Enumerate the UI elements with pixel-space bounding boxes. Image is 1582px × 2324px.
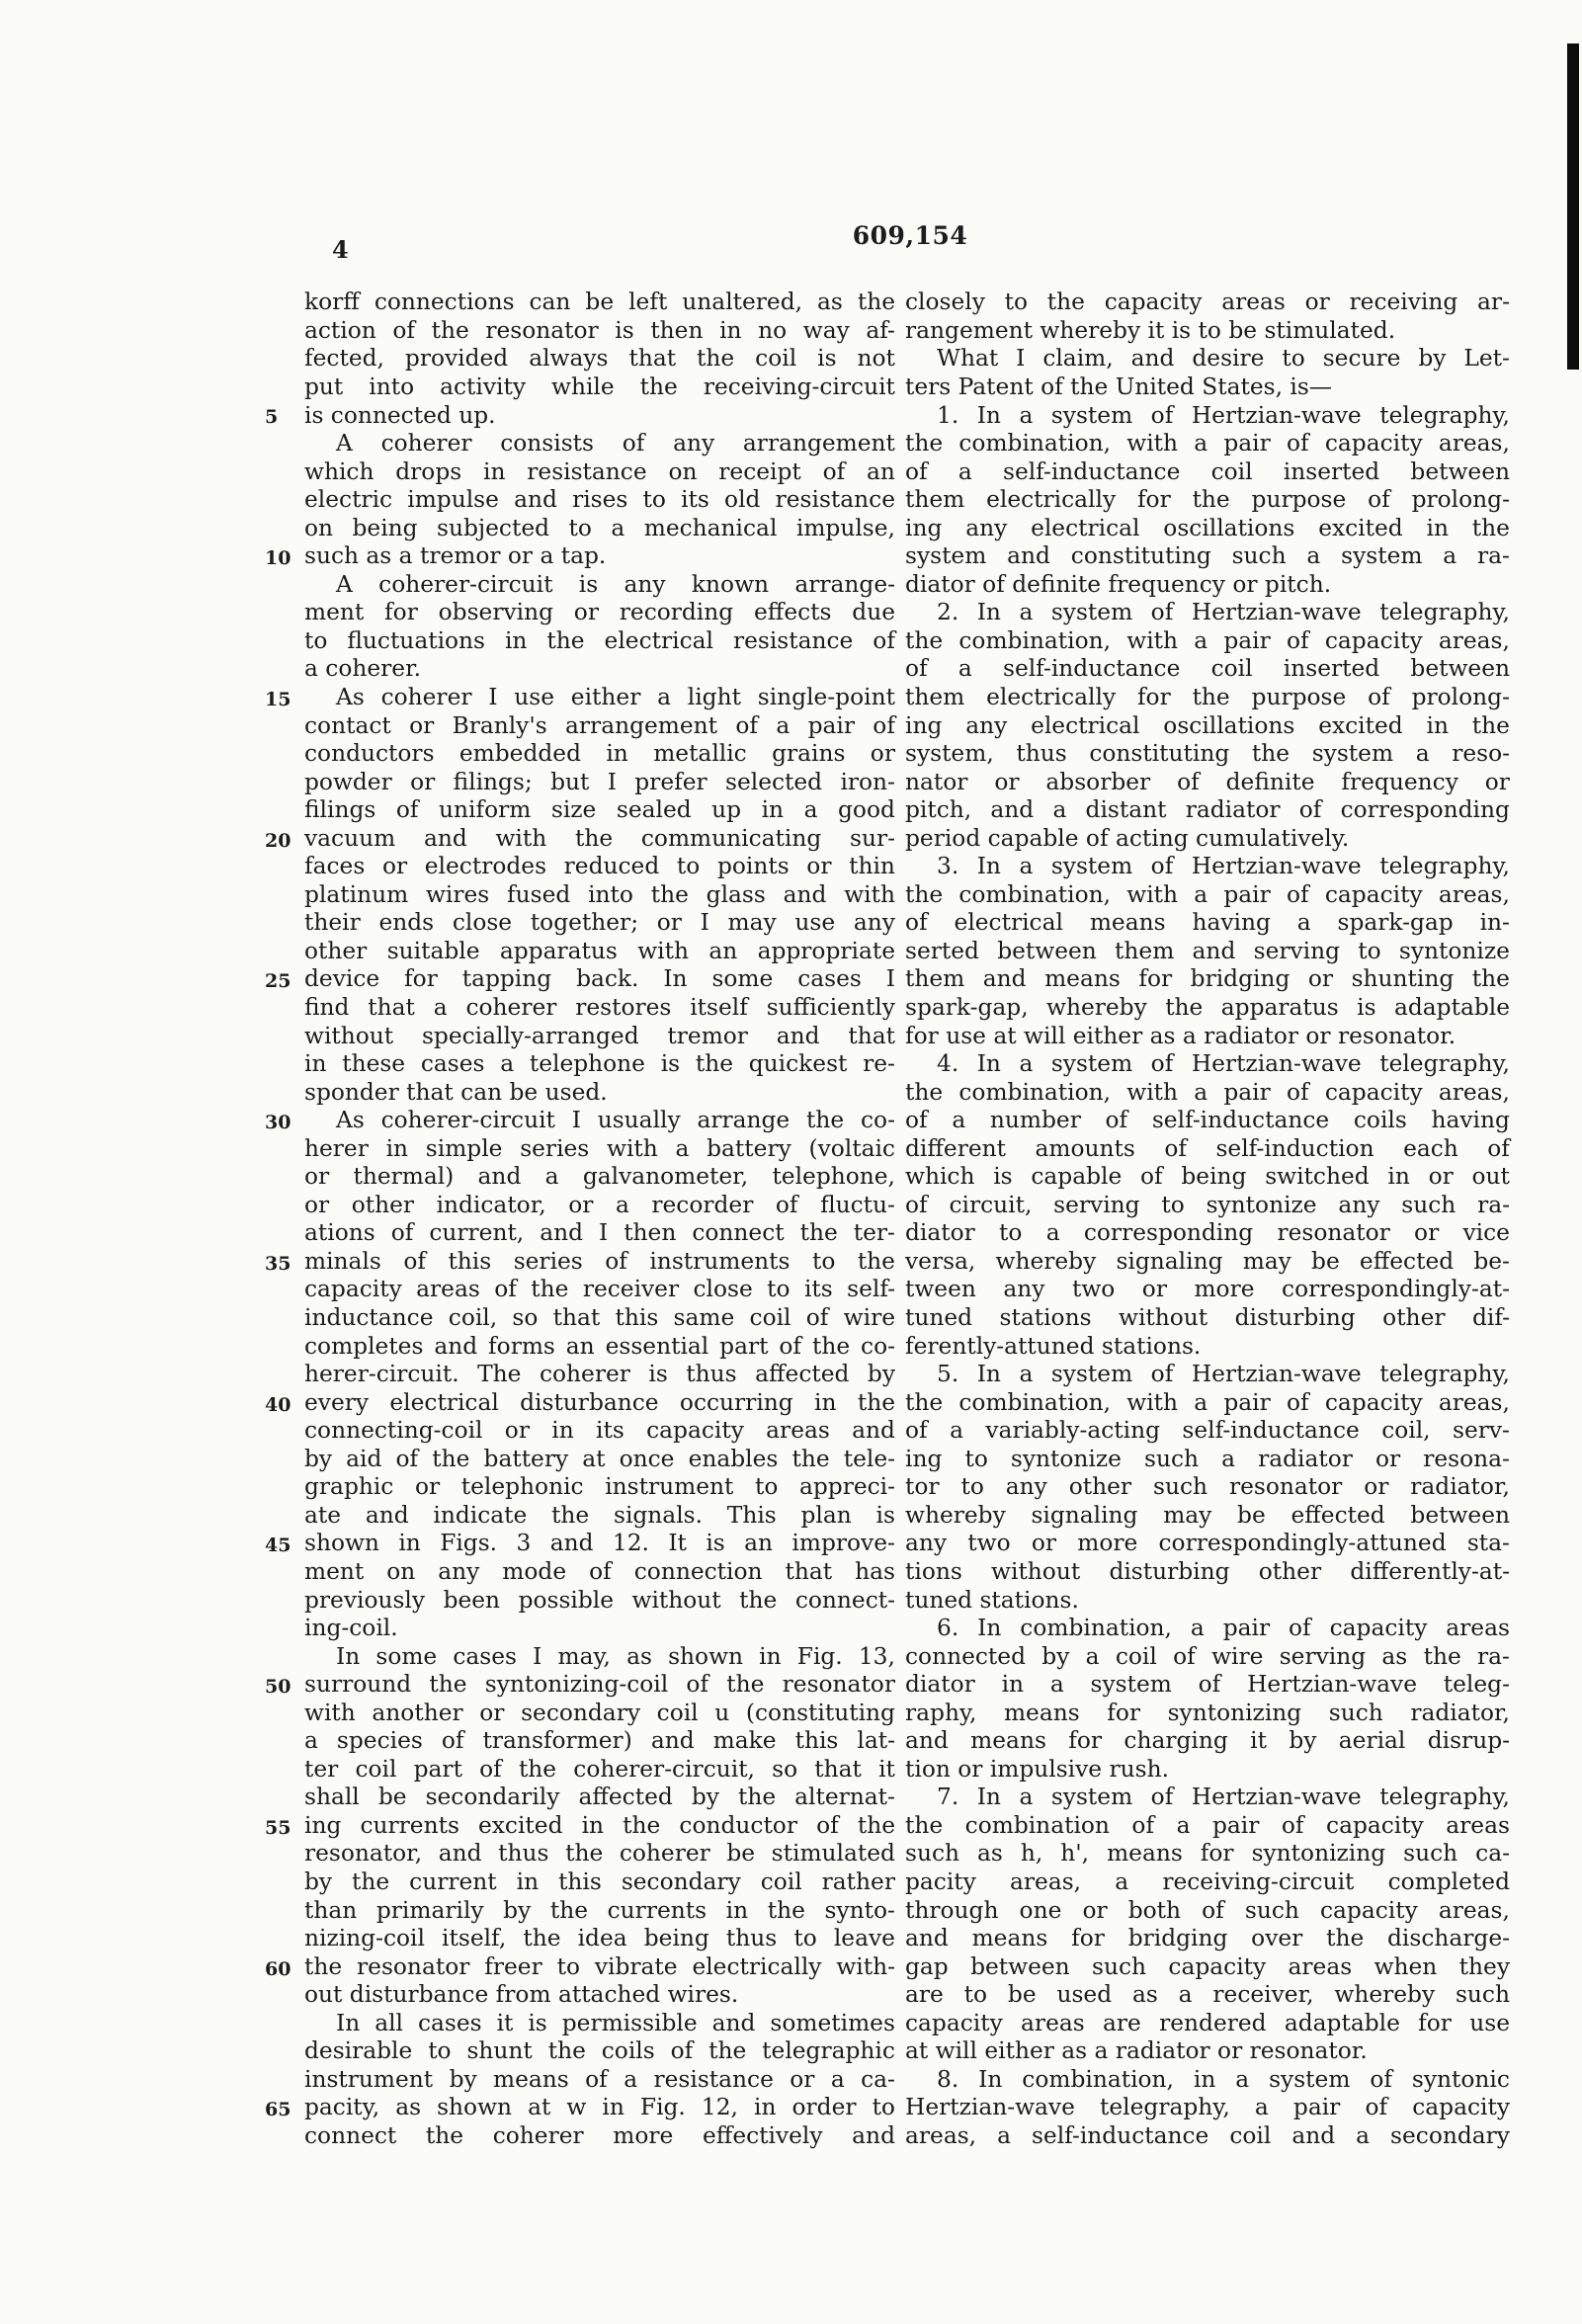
- text-line: with another or secondary coil u (constituting: [304, 1699, 895, 1726]
- text-line: and means for bridging over the discharge-: [905, 1925, 1510, 1952]
- text-line: system and constituting such a system a ra-: [905, 542, 1510, 570]
- text-line: system, thus constituting the system a reso-: [905, 740, 1510, 768]
- margin-line-number: 5: [265, 406, 279, 429]
- margin-line-number: 40: [265, 1393, 291, 1416]
- text-line: which drops in resistance on receipt of an: [304, 457, 895, 485]
- text-line: What I claim, and desire to secure by Let-: [937, 345, 1510, 373]
- text-line: tion or impulsive rush.: [905, 1755, 1169, 1783]
- text-line: nator or absorber of definite frequency or: [905, 768, 1510, 795]
- text-line: whereby signaling may be effected between: [905, 1501, 1510, 1529]
- text-line: ters Patent of the United States, is—: [905, 373, 1333, 400]
- text-line: 6. In combination, a pair of capacity areas: [937, 1615, 1510, 1642]
- text-line: korff connections can be left unaltered, as the: [304, 289, 895, 316]
- text-line: nizing-coil itself, the idea being thus to leave: [304, 1925, 895, 1952]
- margin-line-number: 45: [265, 1535, 291, 1557]
- margin-line-number: 10: [265, 546, 291, 569]
- text-line: instrument by means of a resistance or a ca-: [304, 2065, 895, 2093]
- text-line: on being subjected to a mechanical impulse,: [304, 514, 895, 541]
- text-line: in these cases a telephone is the quickest re-: [304, 1050, 895, 1078]
- text-line: a species of transformer) and make this lat-: [304, 1727, 895, 1755]
- text-line: by aid of the battery at once enables the tele-: [304, 1445, 895, 1472]
- text-line: shown in Figs. 3 and 12. It is an improve-: [304, 1530, 895, 1557]
- text-line: without specially-arranged tremor and that: [304, 1022, 895, 1049]
- text-line: tions without disturbing other differently-at-: [905, 1557, 1510, 1585]
- text-line: of a variably-acting self-inductance coil, serv-: [905, 1417, 1510, 1445]
- text-line: diator in a system of Hertzian-wave teleg-: [905, 1671, 1510, 1699]
- text-line: the combination of a pair of capacity areas: [905, 1811, 1510, 1839]
- text-line: put into activity while the receiving-circuit: [304, 373, 895, 400]
- margin-line-number: 25: [265, 970, 291, 993]
- text-line: pacity areas, a receiving-circuit completed: [905, 1868, 1510, 1895]
- text-line: tween any two or more correspondingly-at-: [905, 1276, 1510, 1303]
- text-line: than primarily by the currents in the synto-: [304, 1896, 895, 1924]
- text-line: platinum wires fused into the glass and with: [304, 880, 895, 908]
- text-line: pacity, as shown at w in Fig. 12, in order to: [304, 2094, 895, 2121]
- text-line: ing-coil.: [304, 1615, 398, 1642]
- margin-line-number: 50: [265, 1676, 291, 1699]
- text-line: connect the coherer more effectively and: [304, 2121, 895, 2149]
- text-line: the combination, with a pair of capacity areas,: [905, 1388, 1510, 1416]
- text-line: Hertzian-wave telegraphy, a pair of capacity: [905, 2094, 1510, 2121]
- text-line: capacity areas are rendered adaptable for use: [905, 2009, 1510, 2036]
- text-line: find that a coherer restores itself sufficiently: [304, 994, 895, 1022]
- text-line: ment on any mode of connection that has: [304, 1557, 895, 1585]
- text-line: previously been possible without the connect-: [304, 1586, 895, 1614]
- patent-number: 609,154: [852, 221, 968, 250]
- text-line: device for tapping back. In some cases I: [304, 965, 895, 993]
- text-line: ate and indicate the signals. This plan is: [304, 1501, 895, 1529]
- text-line: different amounts of self-induction each of: [905, 1134, 1510, 1162]
- text-line: rangement whereby it is to be stimulated.: [905, 316, 1396, 344]
- text-line: versa, whereby signaling may be effected be-: [905, 1247, 1510, 1275]
- text-line: In all cases it is permissible and sometimes: [336, 2009, 895, 2036]
- text-line: to fluctuations in the electrical resistance of: [304, 626, 895, 654]
- text-line: ing any electrical oscillations excited in the: [905, 711, 1510, 739]
- text-line: of circuit, serving to syntonize any such ra-: [905, 1191, 1510, 1218]
- text-line: action of the resonator is then in no way af-: [304, 316, 895, 344]
- text-line: minals of this series of instruments to the: [304, 1247, 895, 1275]
- text-line: such as h, h', means for syntonizing such ca-: [905, 1840, 1510, 1868]
- text-line: electric impulse and rises to its old resistance: [304, 486, 895, 514]
- text-line: spark-gap, whereby the apparatus is adaptable: [905, 994, 1510, 1022]
- text-line: are to be used as a receiver, whereby such: [905, 1981, 1510, 2009]
- text-line: capacity areas of the receiver close to its self-: [304, 1276, 895, 1303]
- text-line: herer in simple series with a battery (voltaic: [304, 1134, 895, 1162]
- text-line: 3. In a system of Hertzian-wave telegraphy,: [937, 853, 1510, 880]
- text-line: fected, provided always that the coil is not: [304, 345, 895, 373]
- margin-line-number: 35: [265, 1252, 291, 1275]
- text-line: of electrical means having a spark-gap in-: [905, 909, 1510, 937]
- margin-line-number: 65: [265, 2099, 291, 2121]
- text-line: A coherer consists of any arrangement: [336, 430, 895, 457]
- text-line: 8. In combination, in a system of syntonic: [937, 2065, 1510, 2093]
- text-line: their ends close together; or I may use any: [304, 909, 895, 937]
- text-line: period capable of acting cumulatively.: [905, 824, 1350, 852]
- text-line: powder or filings; but I prefer selected iron-: [304, 768, 895, 795]
- text-line: is connected up.: [304, 401, 496, 429]
- text-line: shall be secondarily affected by the alternat-: [304, 1784, 895, 1811]
- text-line: areas, a self-inductance coil and a secondary: [905, 2121, 1510, 2149]
- text-line: gap between such capacity areas when they: [905, 1952, 1510, 1980]
- text-line: them electrically for the purpose of prolong-: [905, 684, 1510, 710]
- text-line: ment for observing or recording effects due: [304, 599, 895, 626]
- text-line: inductance coil, so that this same coil of wire: [304, 1304, 895, 1332]
- text-line: of a number of self-inductance coils having: [905, 1107, 1510, 1134]
- margin-line-number: 55: [265, 1816, 291, 1839]
- left-text-column: [304, 290, 895, 2148]
- margin-line-number: 15: [265, 688, 291, 710]
- text-line: 4. In a system of Hertzian-wave telegraphy,: [937, 1050, 1510, 1078]
- text-line: of a self-inductance coil inserted between: [905, 655, 1510, 683]
- text-line: 5. In a system of Hertzian-wave telegraphy,: [937, 1361, 1510, 1388]
- text-line: graphic or telephonic instrument to appreci-: [304, 1473, 895, 1501]
- text-line: surround the syntonizing-coil of the resonator: [304, 1671, 895, 1699]
- text-line: ing currents excited in the conductor of the: [304, 1811, 895, 1839]
- text-line: and means for charging it by aerial disrup-: [905, 1727, 1510, 1755]
- text-line: faces or electrodes reduced to points or thin: [304, 853, 895, 880]
- right-text-column: [905, 290, 1510, 2148]
- text-line: out disturbance from attached wires.: [304, 1981, 739, 2009]
- text-line: raphy, means for syntonizing such radiator,: [905, 1699, 1510, 1726]
- text-line: 2. In a system of Hertzian-wave telegraphy,: [937, 599, 1510, 626]
- text-line: ter coil part of the coherer-circuit, so that it: [304, 1755, 895, 1783]
- text-line: them and means for bridging or shunting the: [905, 965, 1510, 993]
- text-line: any two or more correspondingly-attuned sta-: [905, 1530, 1510, 1557]
- text-line: 1. In a system of Hertzian-wave telegraphy,: [937, 401, 1510, 429]
- text-line: the combination, with a pair of capacity areas,: [905, 626, 1510, 654]
- text-line: the combination, with a pair of capacity areas,: [905, 880, 1510, 908]
- text-line: connected by a coil of wire serving as the ra-: [905, 1642, 1510, 1670]
- text-line: completes and forms an essential part of the co-: [304, 1332, 895, 1360]
- text-line: A coherer-circuit is any known arrange-: [336, 570, 895, 598]
- text-line: tuned stations.: [905, 1586, 1079, 1614]
- text-line: or other indicator, or a recorder of fluctu-: [304, 1191, 895, 1218]
- text-line: of a self-inductance coil inserted between: [905, 457, 1510, 485]
- line-number-gutter: [265, 290, 304, 2148]
- text-line: In some cases I may, as shown in Fig. 13,: [336, 1642, 895, 1670]
- text-line: vacuum and with the communicating sur-: [304, 824, 895, 852]
- page-number: 4: [332, 235, 349, 264]
- text-line: for use at will either as a radiator or resonator.: [905, 1022, 1457, 1049]
- text-line: them electrically for the purpose of prolong-: [905, 486, 1510, 514]
- text-line: every electrical disturbance occurring in the: [304, 1388, 895, 1416]
- margin-line-number: 20: [265, 829, 291, 852]
- text-line: connecting-coil or in its capacity areas and: [304, 1417, 895, 1445]
- text-line: serted between them and serving to syntonize: [905, 937, 1510, 964]
- text-line: the combination, with a pair of capacity areas,: [905, 430, 1510, 457]
- text-line: a coherer.: [304, 655, 422, 683]
- text-line: pitch, and a distant radiator of corresponding: [905, 796, 1510, 824]
- text-line: As coherer-circuit I usually arrange the co-: [336, 1107, 895, 1134]
- margin-line-number: 60: [265, 1957, 291, 1980]
- text-line: the resonator freer to vibrate electrically with-: [304, 1952, 895, 1980]
- text-line: conductors embedded in metallic grains or: [304, 740, 895, 768]
- text-line: tuned stations without disturbing other dif-: [905, 1304, 1510, 1332]
- text-line: desirable to shunt the coils of the telegraphic: [304, 2037, 895, 2065]
- text-line: ations of current, and I then connect the ter-: [304, 1219, 895, 1247]
- text-line: closely to the capacity areas or receiving ar-: [905, 289, 1510, 316]
- text-line: ing to syntonize such a radiator or resona-: [905, 1445, 1510, 1472]
- text-line: by the current in this secondary coil rather: [304, 1868, 895, 1895]
- margin-line-number: 30: [265, 1112, 291, 1134]
- text-line: herer-circuit. The coherer is thus affected by: [304, 1361, 895, 1388]
- text-line: diator of definite frequency or pitch.: [905, 570, 1332, 598]
- text-line: tor to any other such resonator or radiator,: [905, 1473, 1510, 1501]
- text-line: or thermal) and a galvanometer, telephone,: [304, 1163, 895, 1191]
- text-line: which is capable of being switched in or out: [905, 1163, 1510, 1191]
- text-line: the combination, with a pair of capacity areas,: [905, 1078, 1510, 1106]
- text-line: such as a tremor or a tap.: [304, 542, 607, 570]
- text-line: sponder that can be used.: [304, 1078, 608, 1106]
- text-line: resonator, and thus the coherer be stimulated: [304, 1840, 895, 1868]
- text-line: ing any electrical oscillations excited in the: [905, 514, 1510, 541]
- scan-edge-bar: [1567, 43, 1579, 370]
- text-line: ferently-attuned stations.: [905, 1332, 1202, 1360]
- text-line: at will either as a radiator or resonator.: [905, 2037, 1368, 2065]
- text-line: As coherer I use either a light single-point: [336, 684, 895, 710]
- text-line: 7. In a system of Hertzian-wave telegraphy,: [937, 1784, 1510, 1811]
- text-line: other suitable apparatus with an appropriate: [304, 937, 895, 964]
- text-line: filings of uniform size sealed up in a good: [304, 796, 895, 824]
- text-line: contact or Branly's arrangement of a pair of: [304, 711, 895, 739]
- text-line: diator to a corresponding resonator or vice: [905, 1219, 1510, 1247]
- text-line: through one or both of such capacity areas,: [905, 1896, 1510, 1924]
